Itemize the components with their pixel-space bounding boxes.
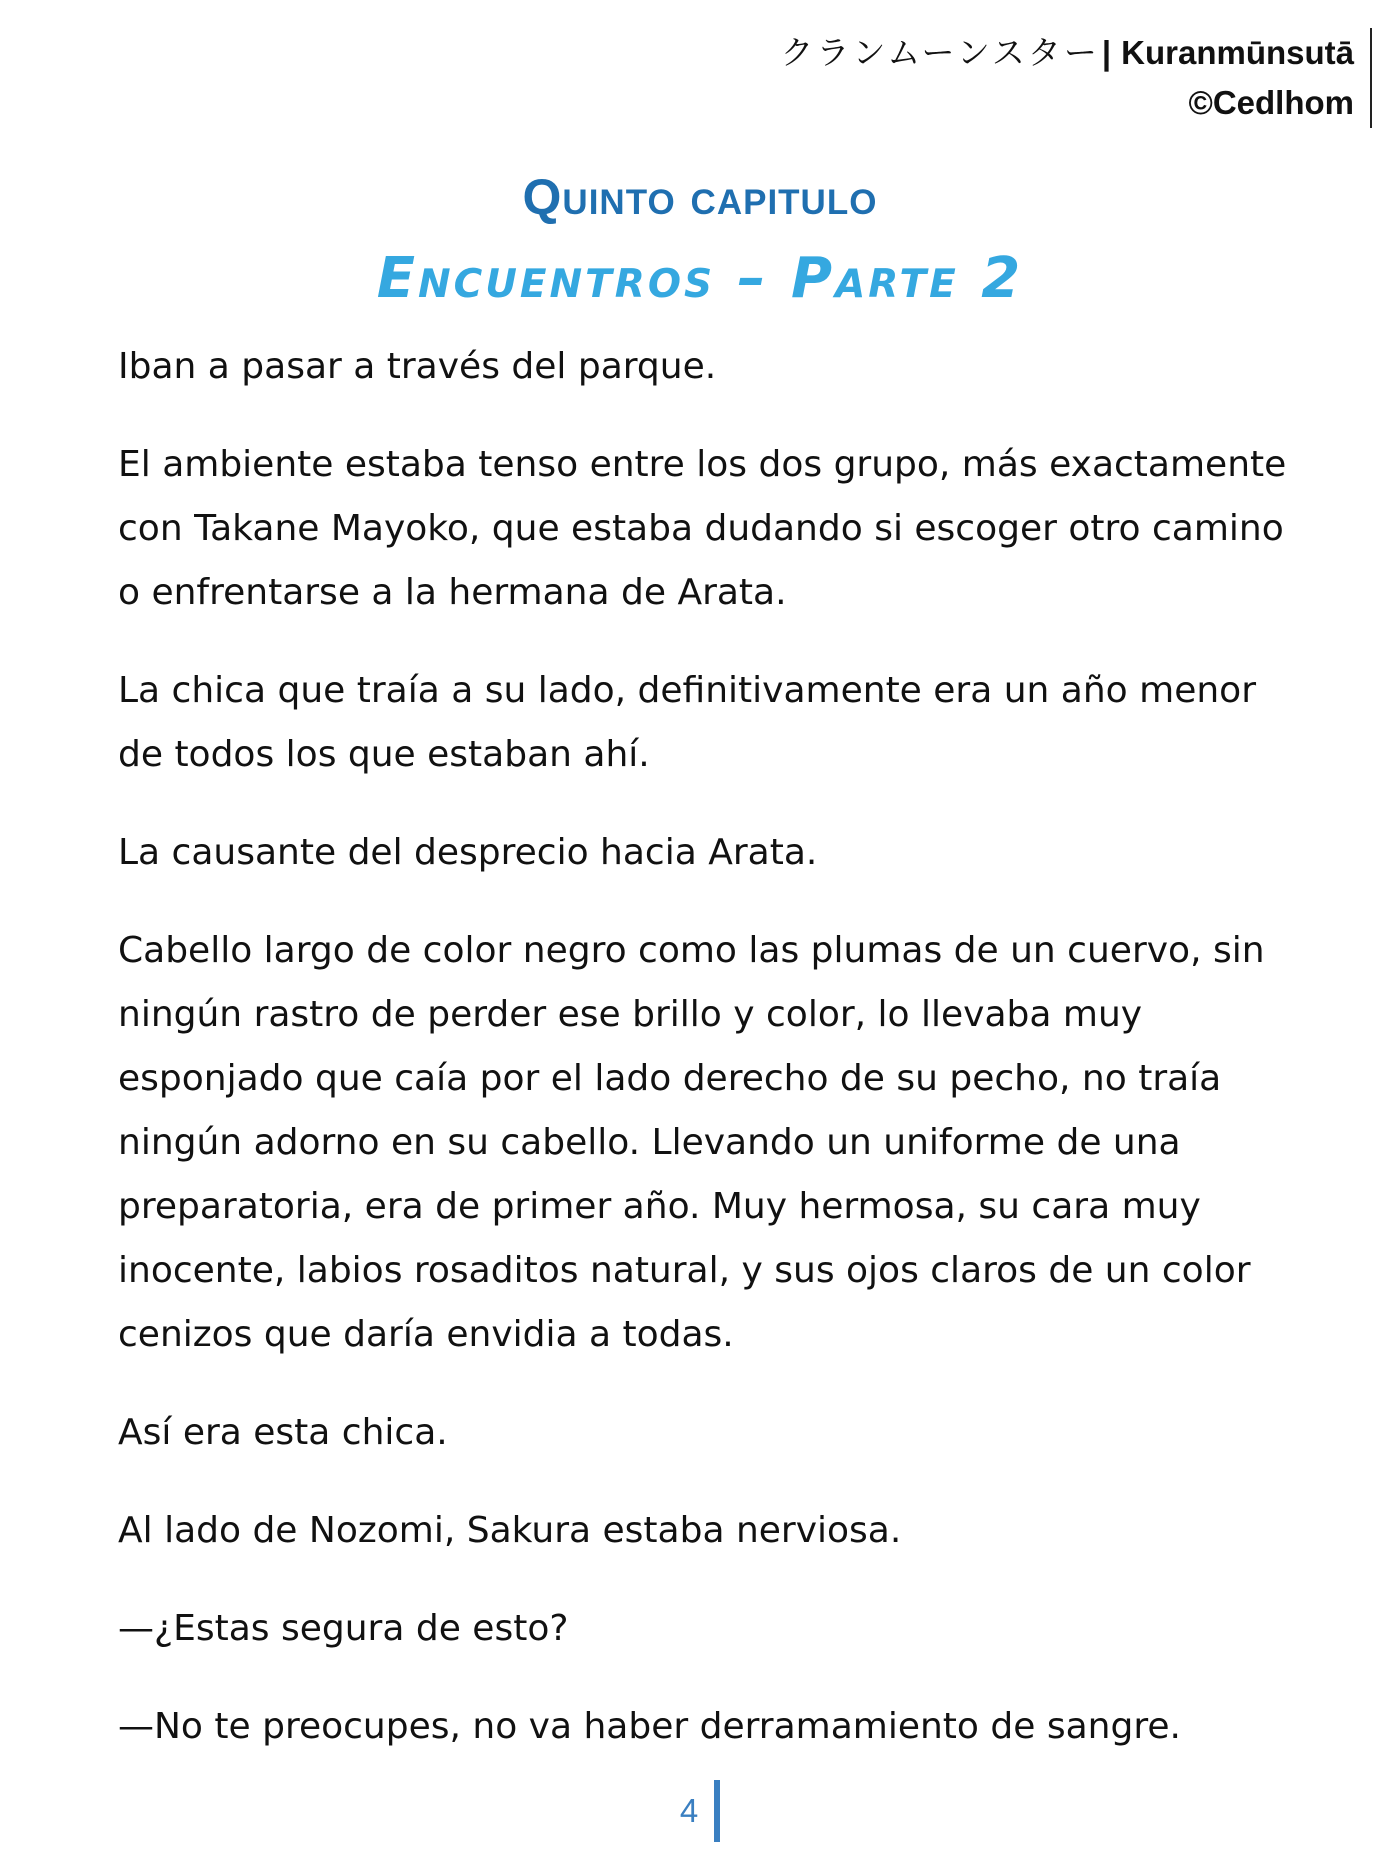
page-number: 4 xyxy=(679,1792,699,1829)
dialogue-line: —¿Estas segura de esto? xyxy=(118,1608,569,1649)
paragraph: Así era esta chica. xyxy=(118,1412,448,1453)
paragraph: Al lado de Nozomi, Sakura estaba nerviosa. xyxy=(118,1510,902,1551)
paragraph: El ambiente estaba tenso entre los dos grupo, más exactamente con Takane Mayoko, que estaba dudando si escoger otro camino o enfrentarse a la hermana de Arata. xyxy=(118,444,1287,613)
dialogue-line: —No te preocupes, no va haber derramamiento de sangre. xyxy=(118,1706,1181,1747)
header-title-line xyxy=(781,28,1354,78)
copyright-notice: ©Cedlhom xyxy=(1188,84,1354,121)
japanese-title: クランムーンスター xyxy=(780,33,1100,72)
header-separator: | xyxy=(1101,34,1112,71)
paragraph: Iban a pasar a través del parque. xyxy=(118,346,717,387)
paragraph: Cabello largo de color negro como las plumas de un cuervo, sin ningún rastro de perder ese brillo y color, lo llevaba muy esponjado que caía por el lado derecho de su pecho, no traía ningún adorno en su cabello. Llevando un uniforme de una preparatoria, era de primer año. Muy hermosa, su cara muy inocente, labios rosaditos natural, y sus ojos claros de un color cenizos que daría envidia a todas. xyxy=(118,930,1265,1355)
romaji-title: Kuranmūnsutā xyxy=(1121,34,1354,71)
paragraph: La causante del desprecio hacia Arata. xyxy=(118,832,818,873)
chapter-label: Quinto capitulo xyxy=(522,169,878,225)
paragraph: La chica que traía a su lado, definitivamente era un año menor de todos los que estaban ahí. xyxy=(118,670,1257,775)
running-header xyxy=(781,28,1372,128)
page-footer xyxy=(0,1780,1400,1842)
page-number-bar xyxy=(714,1780,720,1842)
chapter-title: Encuentros – Parte 2 xyxy=(376,246,1024,311)
body-text xyxy=(118,335,1298,1793)
